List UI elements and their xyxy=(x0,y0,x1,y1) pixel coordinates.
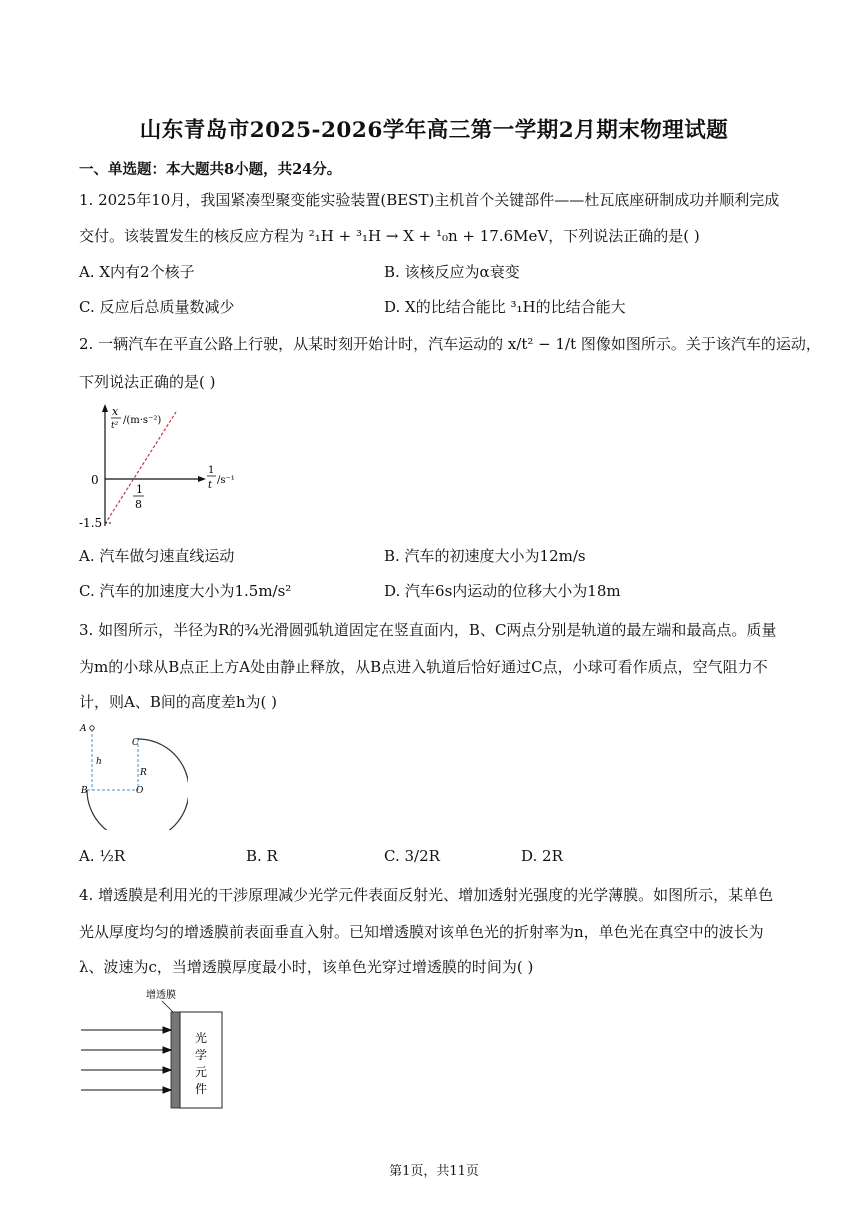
q1-option-a: A. X内有2个核子 xyxy=(79,263,195,281)
q1-stem-line1: 1. 2025年10月，我国紧凑型聚变能实验装置(BEST)主机首个关键部件——杜瓦底座研制成功并顺利完成 xyxy=(79,191,780,209)
q3-option-c: C. 3/2R xyxy=(384,847,440,865)
q4-stem-line1: 4. 增透膜是利用光的干涉原理减少光学元件表面反射光、增加透射光强度的光学薄膜。如图所示，某单色 xyxy=(79,886,774,904)
q2-option-c: C. 汽车的加速度大小为1.5m/s² xyxy=(79,582,292,600)
film-pointer xyxy=(162,1001,173,1012)
q2-graph xyxy=(75,402,275,532)
label-b: B xyxy=(81,786,88,796)
q4-stem-line3: λ、波速为c，当增透膜厚度最小时，该单色光穿过增透膜的时间为( ) xyxy=(79,958,534,976)
q3-option-b: B. R xyxy=(246,847,278,865)
q1-option-d: D. X的比结合能比 ³₁H的比结合能大 xyxy=(384,298,626,316)
light-ray-1-arrow xyxy=(163,1027,171,1033)
q1-option-c: C. 反应后总质量数减少 xyxy=(79,298,235,316)
q3-arc-diagram xyxy=(78,720,188,830)
x-tick-num: 1 xyxy=(136,483,143,496)
q2-stem-line1: 2. 一辆汽车在平直公路上行驶，从某时刻开始计时，汽车运动的 x/t² − 1/t 图像如图所示。关于该汽车的运动， xyxy=(79,335,821,353)
y-label-unit: /(m·s⁻²) xyxy=(123,415,162,426)
q4-film-diagram xyxy=(78,984,228,1114)
q2-option-d: D. 汽车6s内运动的位移大小为18m xyxy=(384,582,621,600)
q1-stem-line2: 交付。该装置发生的核反应方程为 ²₁H + ³₁H → X + ¹₀n + 17.6MeV，下列说法正确的是( ) xyxy=(79,227,700,245)
x-label-den: t xyxy=(208,480,213,491)
light-ray-2-arrow xyxy=(163,1047,171,1053)
q2-stem-line2: 下列说法正确的是( ) xyxy=(79,373,216,391)
y-label-den: t² xyxy=(111,421,119,431)
label-r: R xyxy=(140,768,147,778)
x-label-num: 1 xyxy=(208,465,215,476)
page-footer: 第1页，共11页 xyxy=(389,1164,479,1179)
element-char-2: 学 xyxy=(195,1048,208,1062)
element-char-4: 件 xyxy=(195,1082,208,1096)
film-layer xyxy=(171,1012,180,1108)
light-ray-4-arrow xyxy=(163,1087,171,1093)
q3-stem-line1: 3. 如图所示，半径为R的¾光滑圆弧轨道固定在竖直面内，B、C两点分别是轨道的最左端和最高点。质量 xyxy=(79,621,777,639)
q4-stem-line2: 光从厚度均匀的增透膜前表面垂直入射。已知增透膜对该单色光的折射率为n，单色光在真空中的波长为 xyxy=(79,923,764,941)
q1-option-b: B. 该核反应为α衰变 xyxy=(384,263,520,281)
x-axis-arrow xyxy=(198,476,206,482)
origin-label: 0 xyxy=(91,473,99,487)
x-label-unit: /s⁻¹ xyxy=(217,475,235,486)
y-label-num: x xyxy=(112,405,119,418)
light-ray-3-arrow xyxy=(163,1067,171,1073)
film-label: 增透膜 xyxy=(146,990,176,1001)
element-char-1: 光 xyxy=(195,1031,208,1045)
section-heading: 一、单选题：本大题共8小题，共24分。 xyxy=(79,161,342,178)
y-axis-arrow xyxy=(102,404,108,412)
element-char-3: 元 xyxy=(195,1065,208,1079)
q2-option-a: A. 汽车做匀速直线运动 xyxy=(79,547,235,565)
ball-a xyxy=(90,726,94,730)
q3-option-d: D. 2R xyxy=(521,847,563,865)
q3-stem-line3: 计，则A、B间的高度差h为( ) xyxy=(79,693,277,711)
label-a: A xyxy=(80,724,87,734)
label-o: O xyxy=(136,786,144,796)
q3-stem-line2: 为m的小球从B点正上方A处由静止释放，从B点进入轨道后恰好通过C点，小球可看作质点，空气阻力不 xyxy=(79,658,768,676)
q2-option-b: B. 汽车的初速度大小为12m/s xyxy=(384,547,586,565)
label-h: h xyxy=(96,757,102,767)
label-c: C xyxy=(132,738,139,748)
page-title: 山东青岛市2025-2026学年高三第一学期2月期末物理试题 xyxy=(139,118,729,143)
q3-option-a: A. ½R xyxy=(79,847,126,865)
x-tick-den: 8 xyxy=(135,498,142,511)
y-intercept-label: -1.5 xyxy=(79,516,103,530)
